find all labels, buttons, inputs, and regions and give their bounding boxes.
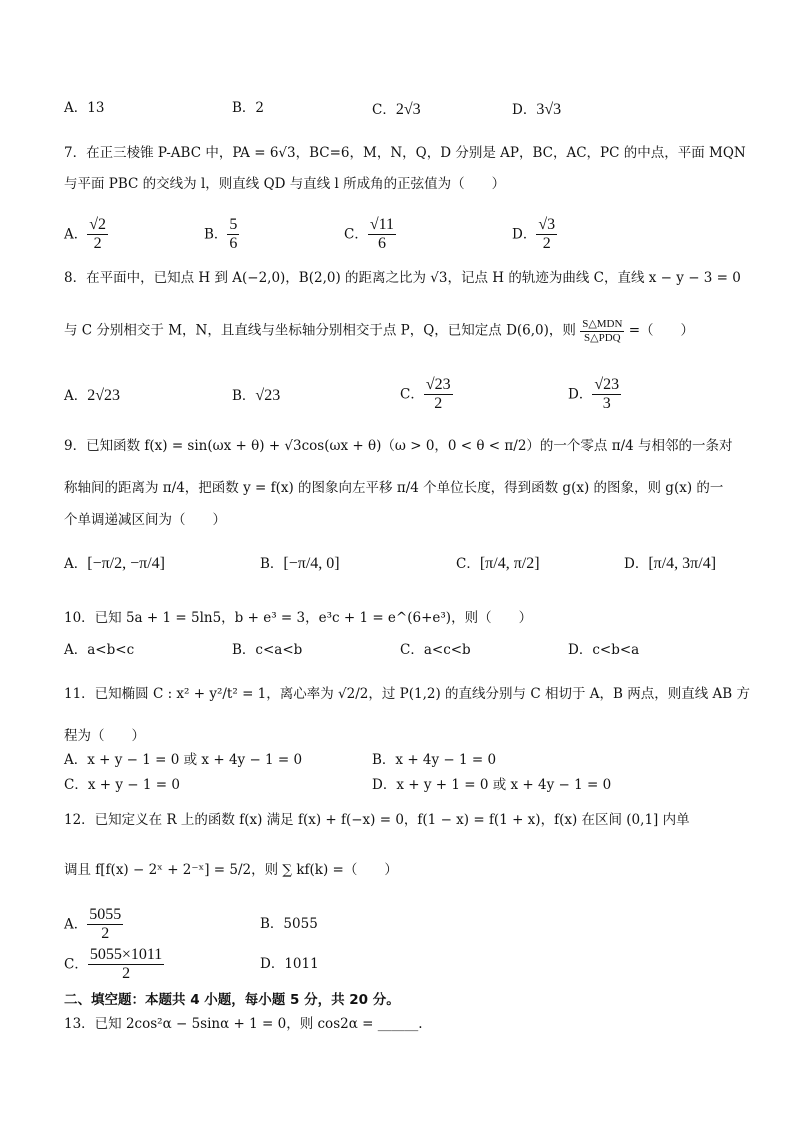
q12-option-a: A． $\frac{5055}{2}$ [64, 906, 122, 943]
q8-stem-line1: 8．在平面中，已知点 H 到 A(−2,0)，B(2,0) 的距离之比为 √3，记点 H 的轨迹为曲线 C，直线 x − y − 3 = 0 [64, 270, 741, 286]
q11-stem-line2: 程为（ ） [64, 728, 145, 744]
q13-stem: 13．已知 2cos²α − 5sinα + 1 = 0，则 cos2α = ______. [64, 1016, 423, 1032]
q7-stem-line2: 与平面 PBC 的交线为 l，则直线 QD 与直线 l 所成角的正弦值为（ ） [64, 176, 506, 192]
q10-option-a: A．a<b<c [64, 642, 135, 658]
q8-stem-line2: 与 C 分别相交于 M，N，且直线与坐标轴分别相交于点 P，Q，已知定点 D(6,0)，则 $\frac{\text{S△MDN}}{\text{S△PDQ}}$ =（ ） [64, 318, 695, 344]
q6-option-d: D．3√3 [512, 101, 562, 118]
q10-option-c: C．a<c<b [400, 642, 471, 658]
q11-option-d: D．x + y + 1 = 0 或 x + 4y − 1 = 0 [372, 777, 612, 793]
q7-option-d: D． $\frac{√3}{2}$ [512, 216, 556, 253]
q8-area-ratio: $\frac{\text{S△MDN}}{\text{S△PDQ}}$ [582, 318, 623, 344]
q8-option-b: B．√23 [232, 387, 281, 404]
section-fill-in-heading: 二、填空题：本题共 4 小题，每小题 5 分，共 20 分。 [64, 992, 400, 1008]
q12-stem-line2: 调且 f[f(x) − 2ˣ + 2⁻ˣ] = 5/2，则 ∑ kf(k) =（ ） [64, 862, 398, 878]
q11-option-c: C．x + y − 1 = 0 [64, 777, 180, 793]
q9-stem-line3: 个单调递减区间为（ ） [64, 512, 226, 528]
q6-option-c: C．2√3 [372, 101, 421, 118]
q12-option-d: D．1011 [260, 956, 319, 972]
q7-stem-line1: 7．在正三棱锥 P-ABC 中，PA = 6√3，BC=6，M，N，Q，D 分别是 AP，BC，AC，PC 的中点，平面 MQN [64, 145, 746, 161]
q9-stem-line2: 称轴间的距离为 π/4，把函数 y = f(x) 的图象向左平移 π/4 个单位长度，得到函数 g(x) 的图象，则 g(x) 的一 [64, 480, 724, 496]
q8-option-a: A．2√23 [64, 387, 121, 404]
q10-option-d: D．c<b<a [568, 642, 640, 658]
q9-option-a: A．[−π/2, −π/4] [64, 555, 165, 572]
q11-option-a: A．x + y − 1 = 0 或 x + 4y − 1 = 0 [64, 752, 303, 768]
q9-option-d: D．[π/4, 3π/4] [624, 555, 717, 572]
q11-option-b: B．x + 4y − 1 = 0 [372, 752, 497, 768]
q8-option-c: C． $\frac{√23}{2}$ [400, 376, 451, 413]
q10-stem: 10．已知 5a + 1 = 5ln5，b + e³ = 3，e³c + 1 = e^(6+e³)，则（ ） [64, 610, 533, 626]
q9-option-c: C．[π/4, π/2] [456, 555, 540, 572]
q8-option-d: D． $\frac{√23}{3}$ [568, 376, 620, 413]
q9-stem-line1: 9．已知函数 f(x) = sin(ωx + θ) + √3cos(ωx + θ)（ω > 0，0 < θ < π/2）的一个零点 π/4 与相邻的一条对 [64, 438, 733, 454]
q6-option-b: B．2 [232, 100, 265, 116]
q7-option-a: A． $\frac{√2}{2}$ [64, 216, 107, 253]
q12-option-b: B．5055 [260, 916, 318, 932]
q12-option-c: C． $\frac{5055\times 1011}{2}$ [64, 946, 163, 983]
q10-option-b: B．c<a<b [232, 642, 303, 658]
q9-option-b: B．[−π/4, 0] [260, 555, 340, 572]
q7-option-c: C． $\frac{√11}{6}$ [344, 216, 395, 253]
q11-stem-line1: 11．已知椭圆 C : x² + y²/t² = 1，离心率为 √2/2，过 P(1,2) 的直线分别与 C 相切于 A，B 两点，则直线 AB 方 [64, 686, 750, 702]
q7-option-b: B． $\frac{5}{6}$ [204, 216, 238, 253]
q12-stem-line1: 12．已知定义在 R 上的函数 f(x) 满足 f(x) + f(−x) = 0，f(1 − x) = f(1 + x)，f(x) 在区间 (0,1] 内单 [64, 812, 690, 828]
q6-option-a: A．13 [64, 100, 105, 116]
